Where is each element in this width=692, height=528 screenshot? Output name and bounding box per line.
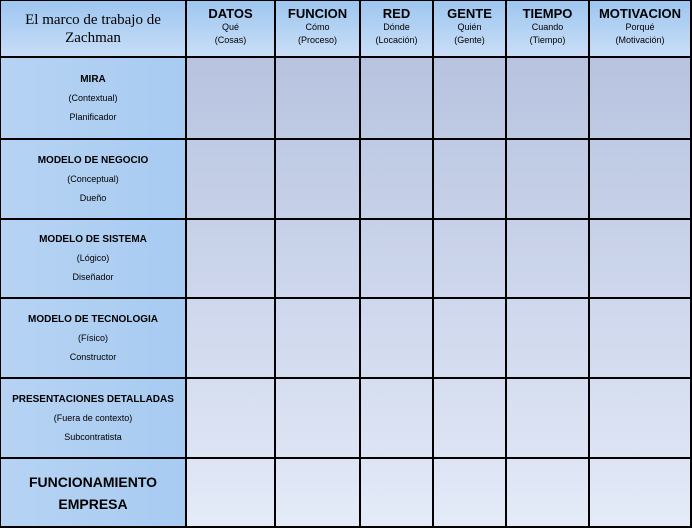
grid-cell <box>590 299 690 377</box>
grid-cell <box>361 299 432 377</box>
grid-cell <box>434 58 505 138</box>
row-title: MIRA <box>80 73 106 85</box>
column-question: Qué <box>221 22 239 32</box>
row-header-5 <box>1 379 185 457</box>
row-title: MODELO DE TECNOLOGIA <box>28 313 158 325</box>
grid-cell <box>590 220 690 297</box>
grid-cell <box>187 140 274 218</box>
grid-cell <box>276 58 359 138</box>
row-header-1 <box>1 58 185 138</box>
row-perspective: (Fuera de contexto) <box>53 412 133 423</box>
row-role: Subcontratista <box>64 431 122 442</box>
grid-cell <box>276 299 359 377</box>
row-perspective: (Físico) <box>78 332 108 343</box>
framework-title: El marco de trabajo de Zachman <box>25 11 161 46</box>
grid-cell <box>507 140 588 218</box>
column-sub: (Tiempo) <box>529 35 566 45</box>
grid-cell <box>187 220 274 297</box>
column-header: FUNCION <box>287 6 348 21</box>
grid-cell <box>361 459 432 526</box>
grid-cell <box>361 220 432 297</box>
grid-cell <box>187 299 274 377</box>
column-question: Cuando <box>531 22 564 32</box>
row-header-4 <box>1 299 185 377</box>
column-sub: (Cosas) <box>214 35 247 45</box>
grid-cell <box>276 140 359 218</box>
column-header: GENTE <box>447 6 492 21</box>
row-role: Constructor <box>69 351 117 362</box>
column-header-datos <box>187 1 274 56</box>
grid-cell <box>434 379 505 457</box>
grid-cell <box>276 220 359 297</box>
row-perspective: (Contextual) <box>68 92 118 103</box>
framework-title-cell <box>1 1 185 56</box>
grid-cell <box>507 58 588 138</box>
column-sub: (Motivación) <box>615 35 665 45</box>
grid-cell <box>276 459 359 526</box>
row-title: PRESENTACIONES DETALLADAS <box>12 393 174 405</box>
grid-cell <box>276 379 359 457</box>
grid-cell <box>434 220 505 297</box>
column-header-tiempo <box>507 1 588 56</box>
column-sub: (Gente) <box>454 35 485 45</box>
row-perspective: (Conceptual) <box>67 173 119 184</box>
row-role: Dueño <box>79 192 107 203</box>
grid-cell <box>361 379 432 457</box>
column-sub: (Proceso) <box>297 35 337 45</box>
grid-cell <box>187 379 274 457</box>
column-header-motivacion <box>590 1 690 56</box>
column-question: Cómo <box>305 22 330 32</box>
grid-cell <box>361 58 432 138</box>
column-header-red <box>361 1 432 56</box>
grid-cell <box>507 459 588 526</box>
grid-cell <box>507 220 588 297</box>
row-role: Diseñador <box>72 272 114 282</box>
grid-cell <box>187 58 274 138</box>
grid-cell <box>590 459 690 526</box>
column-question: Dónde <box>383 22 410 32</box>
grid-cell <box>434 459 505 526</box>
grid-cell <box>434 140 505 218</box>
grid-cell <box>590 140 690 218</box>
row-header-2 <box>1 140 185 218</box>
column-question: Porqué <box>625 22 655 32</box>
row-header-3 <box>1 220 185 297</box>
column-sub: (Locación) <box>375 35 418 45</box>
row-role: Planificador <box>69 111 117 122</box>
grid-cell <box>187 459 274 526</box>
row-header-6 <box>1 459 185 526</box>
grid-cell <box>590 379 690 457</box>
grid-cell <box>434 299 505 377</box>
row-title: MODELO DE SISTEMA <box>39 234 147 245</box>
row-title: MODELO DE NEGOCIO <box>37 154 149 166</box>
column-header-gente <box>434 1 505 56</box>
grid-cell <box>361 140 432 218</box>
column-header: RED <box>382 6 411 21</box>
row-title: FUNCIONAMIENTO EMPRESA <box>28 473 158 512</box>
grid-cell <box>507 379 588 457</box>
column-header: TIEMPO <box>522 6 573 21</box>
column-header: MOTIVACION <box>598 6 682 21</box>
column-question: Quién <box>457 22 482 32</box>
row-perspective: (Lógico) <box>76 253 110 263</box>
column-header: DATOS <box>208 6 253 21</box>
grid-cell <box>590 58 690 138</box>
grid-cell <box>507 299 588 377</box>
column-header-funcion <box>276 1 359 56</box>
